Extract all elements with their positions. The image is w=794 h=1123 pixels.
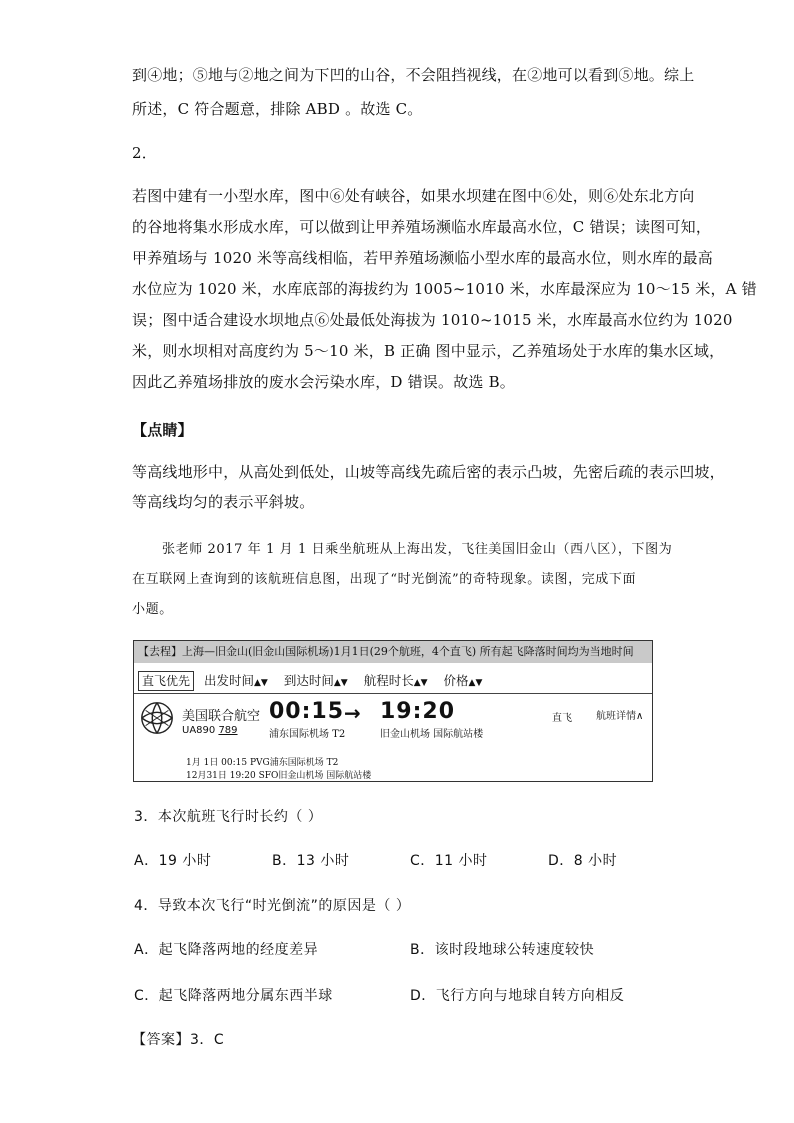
q4-option-d[interactable]: D．飞行方向与地球自转方向相反 bbox=[410, 988, 625, 1004]
sort-arrows-icon: ▲▼ bbox=[254, 678, 268, 688]
sort-arrows-icon: ▲▼ bbox=[413, 678, 428, 688]
question-4-stem: 4．导致本次飞行“时光倒流”的原因是（ ） bbox=[134, 898, 411, 914]
flight-number bbox=[182, 725, 238, 736]
q3-option-c[interactable]: C．11 小时 bbox=[410, 853, 488, 869]
direct-priority-toggle[interactable]: 直飞优先 bbox=[138, 671, 194, 691]
sort-label: 价格 bbox=[443, 673, 469, 688]
intro-line: 张老师 2017 年 1 月 1 日乘坐航班从上海出发，飞往美国旧金山（西八区），下图为 bbox=[162, 542, 673, 557]
arrow-right-icon: → bbox=[344, 701, 361, 725]
aircraft-type-link[interactable]: 789 bbox=[218, 725, 238, 736]
sort-label: 航程时长 bbox=[363, 673, 414, 688]
direct-flight-flag: 直飞 bbox=[552, 713, 572, 724]
q4-option-b[interactable]: B．该时段地球公转速度较快 bbox=[410, 942, 595, 958]
airline-name: 美国联合航空 bbox=[182, 709, 261, 724]
divider bbox=[134, 693, 652, 694]
united-airlines-globe-icon bbox=[138, 699, 176, 737]
sort-departure-time[interactable] bbox=[204, 672, 268, 692]
intro-line: 在互联网上查询到的该航班信息图，出现了“时光倒流”的奇特现象。读图，完成下面 bbox=[132, 572, 637, 587]
sort-arrival-time[interactable] bbox=[284, 672, 348, 692]
sort-bar bbox=[138, 671, 494, 689]
q3-option-b[interactable]: B．13 小时 bbox=[272, 853, 350, 869]
answer-line: 【答案】3．C bbox=[132, 1032, 225, 1048]
arrival-airport: 旧金山机场 国际航站楼 bbox=[380, 729, 484, 740]
dianjing-line: 等高线地形中，从高处到低处，山坡等高线先疏后密的表示凸坡，先密后疏的表示凹坡， bbox=[132, 463, 725, 481]
analysis-para-line: 因此乙养殖场排放的废水会污染水库，D 错误。故选 B。 bbox=[132, 373, 515, 391]
q4-option-a[interactable]: A．起飞降落两地的经度差异 bbox=[134, 942, 319, 958]
intro-line: 小题。 bbox=[132, 602, 173, 617]
sort-arrows-icon: ▲▼ bbox=[333, 678, 348, 688]
dianjing-line: 等高线均匀的表示平斜坡。 bbox=[132, 493, 315, 511]
detail-arrival-row: 12月31日 19:20 SFO旧金山机场 国际航站楼 bbox=[186, 771, 372, 781]
sort-label: 到达时间 bbox=[283, 673, 334, 688]
analysis-para-line: 水位应为 1020 米，水库底部的海拔约为 1005~1010 米，水库最深应为 10～15 米，A 错 bbox=[132, 280, 757, 298]
sub-question-number: 2． bbox=[132, 144, 157, 162]
dianjing-label: 【点睛】 bbox=[132, 421, 193, 439]
sort-arrows-icon: ▲▼ bbox=[468, 678, 483, 688]
analysis-para-line: 米，则水坝相对高度约为 5～10 米，B 正确 图中显示，乙养殖场处于水库的集水区域， bbox=[132, 342, 725, 360]
departure-time: 00:15 bbox=[269, 699, 345, 724]
analysis-para-line: 误；图中适合建设水坝地点⑥处最低处海拔为 1010~1015 米，水库最高水位约为 1020 bbox=[132, 311, 733, 329]
analysis-para-line: 若图中建有一小型水库，图中⑥处有峡谷，如果水坝建在图中⑥处，则⑥处东北方向 bbox=[132, 187, 695, 205]
analysis-line-2: 所述，C 符合题意，排除 ABD 。故选 C。 bbox=[132, 100, 423, 118]
flight-details-toggle[interactable]: 航班详情∧ bbox=[596, 711, 644, 722]
sort-duration[interactable] bbox=[364, 672, 428, 692]
flight-code: UA890 bbox=[182, 725, 216, 736]
sort-label: 出发时间 bbox=[204, 673, 255, 688]
q3-option-d[interactable]: D．8 小时 bbox=[548, 853, 618, 869]
arrival-time: 19:20 bbox=[380, 699, 456, 724]
q4-option-c[interactable]: C．起飞降落两地分属东西半球 bbox=[134, 988, 333, 1004]
question-3-stem: 3．本次航班飞行时长约（ ） bbox=[134, 809, 323, 825]
flight-info-card bbox=[133, 640, 653, 782]
analysis-line-1: 到④地；⑤地与②地之间为下凹的山谷，不会阻挡视线，在②地可以看到⑤地。综上 bbox=[132, 66, 695, 84]
q3-option-a[interactable]: A．19 小时 bbox=[134, 853, 212, 869]
departure-airport: 浦东国际机场 T2 bbox=[269, 729, 346, 740]
flight-card-header: 【去程】上海—旧金山(旧金山国际机场)1月1日(29个航班，4个直飞) 所有起飞降落时间均为当地时间 bbox=[134, 641, 652, 663]
detail-departure-row: 1月 1日 00:15 PVG浦东国际机场 T2 bbox=[186, 758, 339, 768]
sort-price[interactable] bbox=[444, 672, 483, 692]
analysis-para-line: 的谷地将集水形成水库，可以做到让甲养殖场濒临水库最高水位，C 错误；读图可知， bbox=[132, 218, 712, 236]
analysis-para-line: 甲养殖场与 1020 米等高线相临，若甲养殖场濒临小型水库的最高水位，则水库的最高 bbox=[132, 249, 713, 267]
